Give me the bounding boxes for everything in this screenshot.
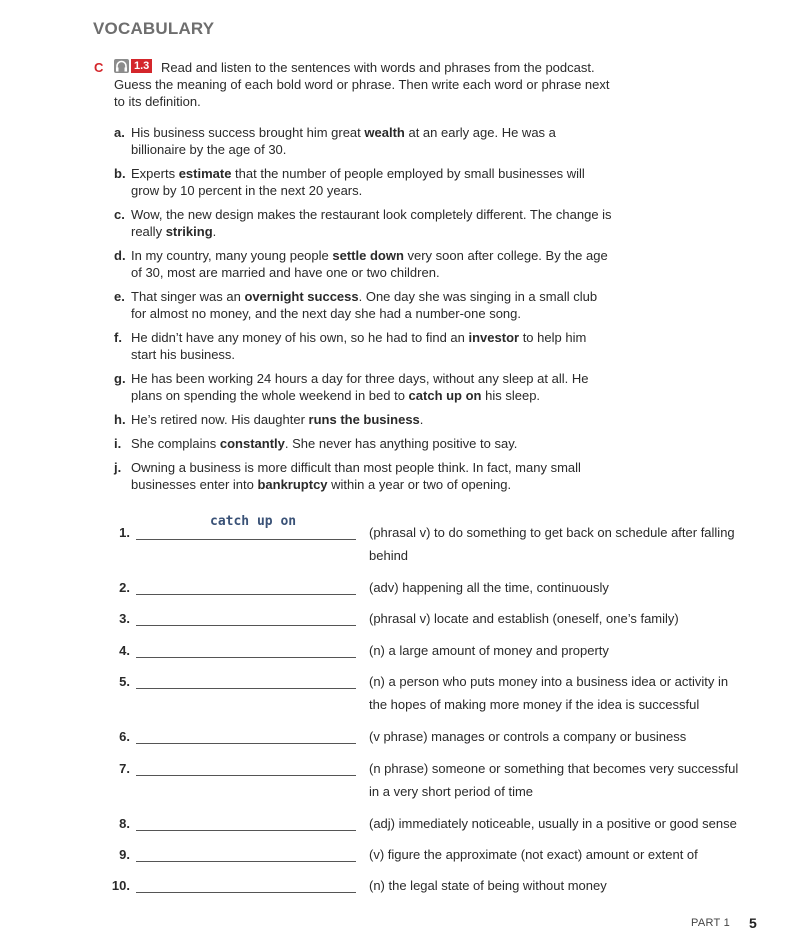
definition: (adv) happening all the time, continuously <box>369 580 609 595</box>
matching-row <box>100 580 740 598</box>
sentence-letter: h. <box>114 412 126 427</box>
sentence-item <box>114 288 614 322</box>
matching-row <box>100 816 740 834</box>
definition: (n) the legal state of being without money <box>369 878 607 893</box>
sentence-text: his sleep. <box>481 388 541 403</box>
sentence-text: that the number of people employed by small businesses will grow by 10 percent in the next 20 years. <box>131 166 585 198</box>
item-number: 2. <box>119 580 130 595</box>
sentence-letter: f. <box>114 330 122 345</box>
item-number: 4. <box>119 643 130 658</box>
sentence-text: He’s retired now. His daughter <box>131 412 309 427</box>
answer-blank[interactable] <box>136 539 356 540</box>
definition: (phrasal v) locate and establish (oneself, one’s family) <box>369 611 679 626</box>
sentence-item <box>114 247 614 281</box>
item-number: 10. <box>111 878 130 893</box>
matching-row <box>100 878 740 896</box>
answer-blank[interactable] <box>136 657 356 658</box>
answer-blank[interactable] <box>136 775 356 776</box>
sentence-item <box>114 165 614 199</box>
definition: (v) figure the approximate (not exact) amount or extent of <box>369 847 698 862</box>
sentence-letter: b. <box>114 166 126 181</box>
sentence-text: Owning a business is more difficult than most people think. In fact, many small businesses enter into <box>131 460 581 492</box>
footer-part-label: PART 1 <box>691 917 731 929</box>
audio-track-badge[interactable]: 1.3 <box>131 59 152 73</box>
sentence-item <box>114 329 614 363</box>
answer-blank[interactable] <box>136 743 356 744</box>
sentence-letter: a. <box>114 125 125 140</box>
sentence-keyword: bankruptcy <box>257 477 328 492</box>
sentence-text: at an early age. He was a billionaire by the age of 30. <box>131 125 556 157</box>
item-number: 7. <box>119 761 130 776</box>
sentence-letter: c. <box>114 207 125 222</box>
sentence-letter: d. <box>114 248 126 263</box>
definition: (adj) immediately noticeable, usually in a positive or good sense <box>369 816 737 831</box>
sentence-keyword: catch up on <box>408 388 482 403</box>
matching-row <box>100 611 740 629</box>
sentence-text: In my country, many young people <box>131 248 333 263</box>
sentence-text: She complains <box>131 436 220 451</box>
example-sentences <box>114 124 614 500</box>
matching-row <box>100 847 740 865</box>
sentence-item <box>114 411 614 428</box>
matching-row <box>100 761 740 799</box>
exercise-letter: C <box>94 60 104 75</box>
sentence-text: Experts <box>131 166 179 181</box>
definition: (phrasal v) to do something to get back on schedule after falling behind <box>369 525 735 563</box>
item-number: 8. <box>119 816 130 831</box>
item-number: 3. <box>119 611 130 626</box>
sentence-keyword: wealth <box>364 125 405 140</box>
definition: (n phrase) someone or something that becomes very successful in a very short period of time <box>369 761 739 799</box>
sentence-text: . One day she was singing in a small club for almost no money, and the next day she had a number-one song. <box>131 289 598 321</box>
sentence-text: within a year or two of opening. <box>327 477 512 492</box>
answer-blank[interactable] <box>136 892 356 893</box>
item-number: 6. <box>119 729 130 744</box>
sentence-keyword: overnight success <box>244 289 359 304</box>
matching-row <box>100 643 740 661</box>
sentence-text: to help him start his business. <box>131 330 587 362</box>
item-number: 9. <box>119 847 130 862</box>
sentence-item <box>114 370 614 404</box>
answer-blank[interactable] <box>136 688 356 689</box>
matching-row <box>100 674 740 712</box>
sentence-keyword: estimate <box>178 166 232 181</box>
sentence-item <box>114 124 614 158</box>
item-number: 5. <box>119 674 130 689</box>
matching-row <box>100 514 740 563</box>
sentence-text: That singer was an <box>131 289 245 304</box>
sentence-keyword: constantly <box>219 436 285 451</box>
sentence-text: . She never has anything positive to say. <box>284 436 518 451</box>
sentence-text: Wow, the new design makes the restaurant look completely different. The change is really <box>131 207 612 239</box>
definition: (n) a person who puts money into a business idea or activity in the hopes of making more money if the idea is successful <box>369 674 729 712</box>
item-number: 1. <box>119 525 130 540</box>
sentence-text: very soon after college. By the age of 30, most are married and have one or two children. <box>131 248 608 280</box>
answer-blank[interactable] <box>136 594 356 595</box>
answer-blank[interactable] <box>136 830 356 831</box>
sentence-letter: i. <box>114 436 122 451</box>
sentence-letter: j. <box>114 460 122 475</box>
sentence-item <box>114 435 614 452</box>
sentence-keyword: investor <box>468 330 520 345</box>
handwritten-answer: catch up on <box>210 514 297 529</box>
exercise-instruction: Read and listen to the sentences with words and phrases from the podcast. Guess the meaning of each bold word or phrase. Then write each word or phrase next to its definition. <box>114 60 610 109</box>
page-number: 5 <box>749 915 757 931</box>
sentence-text: His business success brought him great <box>131 125 365 140</box>
sentence-keyword: runs the business <box>308 412 420 427</box>
sentence-keyword: striking <box>165 224 213 239</box>
answer-blank[interactable] <box>136 625 356 626</box>
matching-row <box>100 729 740 747</box>
sentence-keyword: settle down <box>332 248 404 263</box>
answer-blank[interactable] <box>136 861 356 862</box>
definition: (n) a large amount of money and property <box>369 643 609 658</box>
sentence-letter: g. <box>114 371 126 386</box>
sentence-text: He has been working 24 hours a day for three days, without any sleep at all. He plans on spending the whole weekend in bed to <box>131 371 589 403</box>
sentence-item <box>114 206 614 240</box>
sentence-text: . <box>419 412 424 427</box>
definition: (v phrase) manages or controls a company or business <box>369 729 687 744</box>
section-title: VOCABULARY <box>93 19 215 38</box>
sentence-text: . <box>212 224 217 239</box>
sentence-item <box>114 459 614 493</box>
sentence-text: He didn’t have any money of his own, so he had to find an <box>131 330 469 345</box>
sentence-letter: e. <box>114 289 125 304</box>
